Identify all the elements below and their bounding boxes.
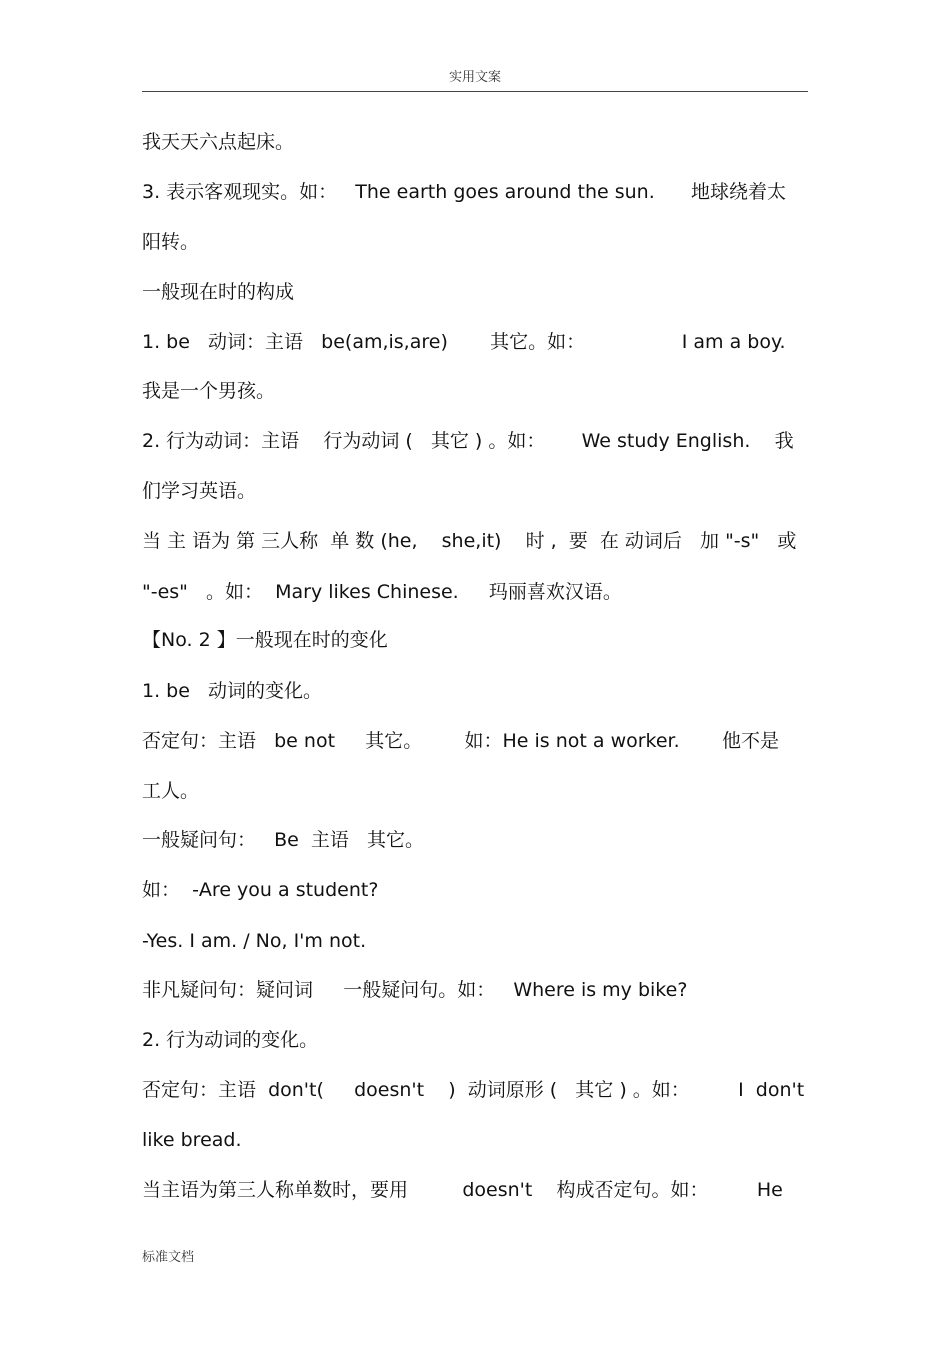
section-heading: 【No. 2 】一般现在时的变化 <box>142 629 388 651</box>
text-line: 3. 表示客观现实。如： The earth goes around the sun. 地球绕着太 <box>142 181 786 203</box>
text-line: 1. be 动词：主语 be(am,is,are) 其它。如： I am a boy. <box>142 331 786 353</box>
text-line: 如： -Are you a student? <box>142 879 379 901</box>
text-line: -Yes. I am. / No, I'm not. <box>142 930 367 952</box>
text-line: like bread. <box>142 1129 242 1151</box>
text-line: 们学习英语。 <box>142 480 257 502</box>
text-line: 2. 行为动词的变化。 <box>142 1029 319 1051</box>
text-line: 一般疑问句： Be 主语 其它。 <box>142 829 425 851</box>
page-header-title: 实用文案 <box>448 70 501 85</box>
text-line: 2. 行为动词：主语 行为动词 ( 其它 ) 。如： We study English. 我 <box>142 430 794 452</box>
text-line: 当 主 语为 第 三人称 单 数 (he, she,it) 时 , 要 在 动词后 加 "-s" 或 <box>142 530 797 552</box>
text-line: "-es" 。如： Mary likes Chinese. 玛丽喜欢汉语。 <box>142 581 622 603</box>
text-line: 1. be 动词的变化。 <box>142 680 323 702</box>
text-line: 工人。 <box>142 780 200 802</box>
text-line: 我天天六点起床。 <box>142 131 295 153</box>
text-line: 我是一个男孩。 <box>142 380 276 402</box>
text-line: 否定句：主语 don't( doesn't ) 动词原形 ( 其它 ) 。如： I don't <box>142 1079 805 1101</box>
text-line: 当主语为第三人称单数时，要用 doesn't 构成否定句。如： He <box>142 1179 783 1201</box>
text-line: 阳转。 <box>142 231 200 253</box>
page-footer: 标准文档 <box>142 1250 195 1265</box>
section-heading: 一般现在时的构成 <box>142 281 295 303</box>
header-divider <box>142 91 808 92</box>
text-line: 非凡疑问句：疑问词 一般疑问句。如： Where is my bike? <box>142 979 688 1001</box>
text-line: 否定句：主语 be not 其它。 如：He is not a worker. 他不是 <box>142 730 779 752</box>
